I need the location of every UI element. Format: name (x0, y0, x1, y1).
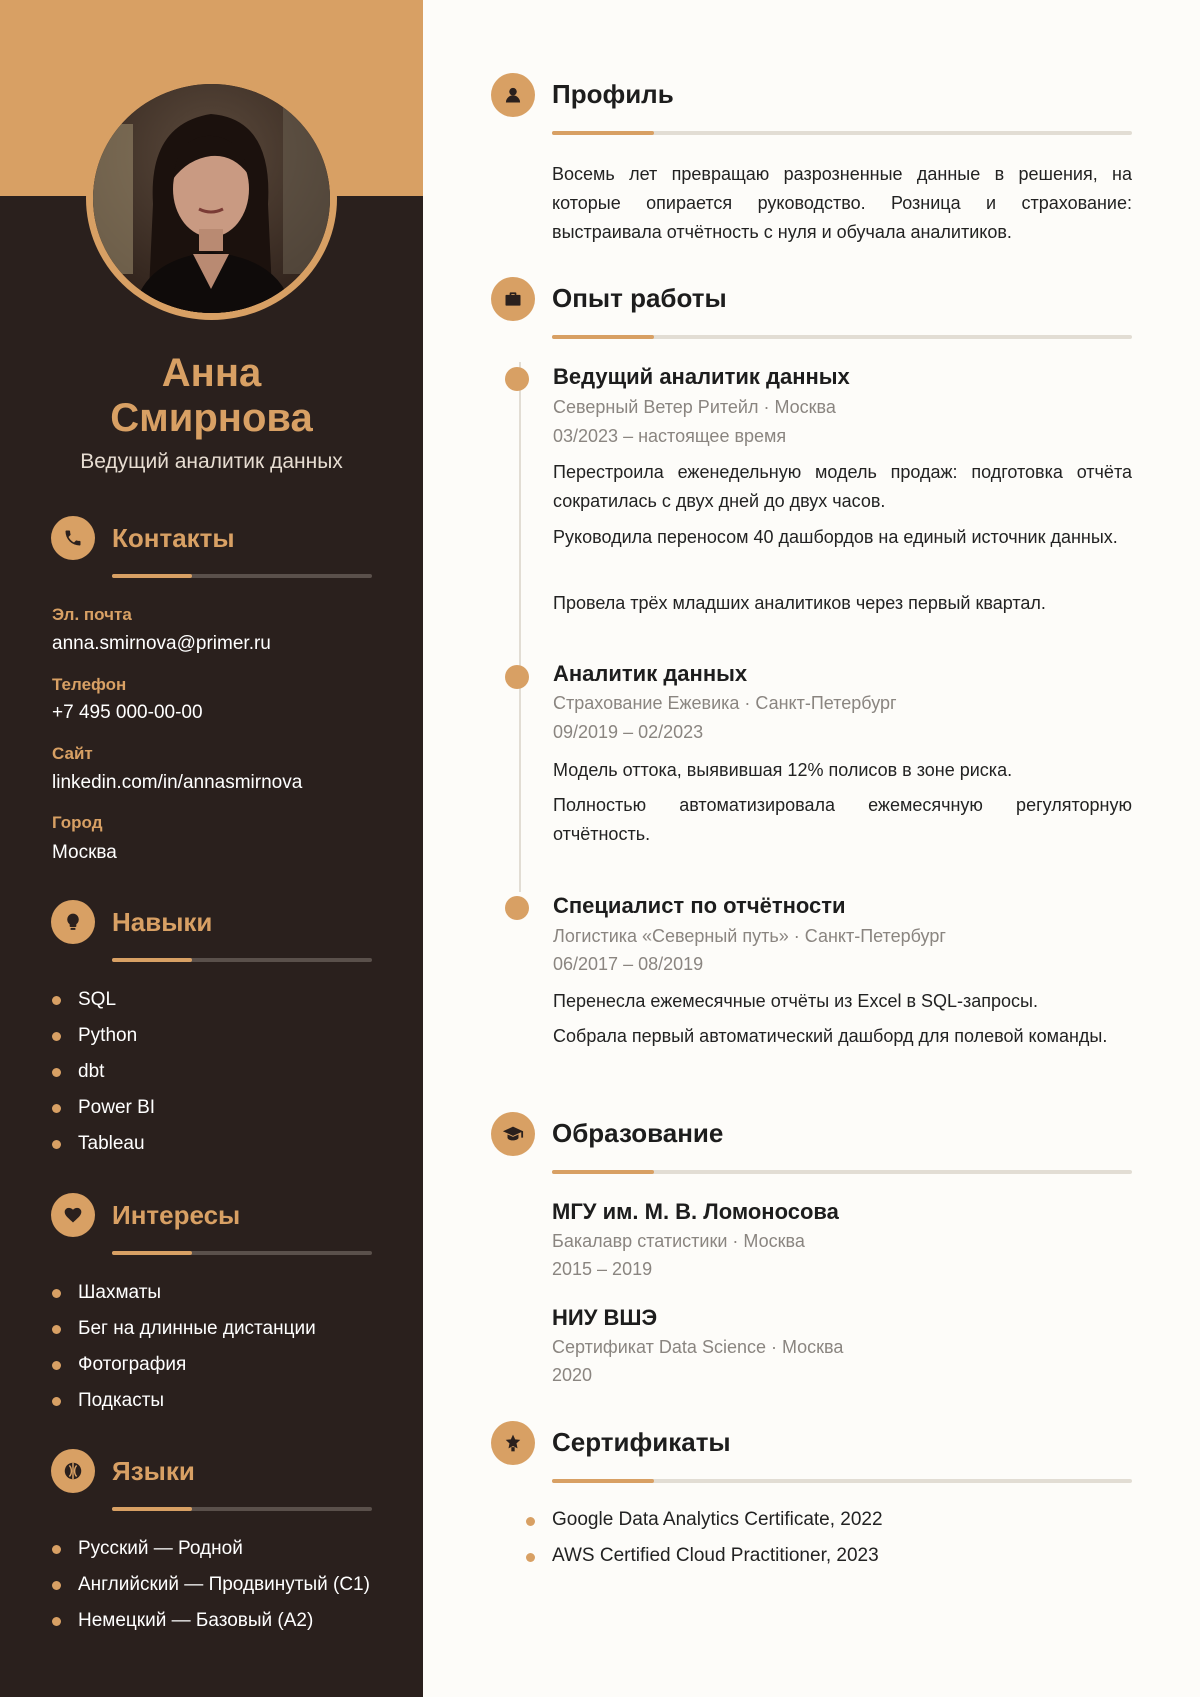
experience-timeline (519, 362, 521, 892)
certificates-heading (491, 1421, 1131, 1467)
certificates-list (526, 1508, 883, 1580)
languages-title: Языки (112, 1456, 195, 1486)
list-item: Tableau (52, 1132, 155, 1168)
timeline-dot (505, 367, 529, 391)
list-item: Шахматы (52, 1281, 316, 1317)
list-item: Английский — Продвинутый (C1) (52, 1573, 370, 1609)
contact-email-value[interactable]: anna.smirnova@primer.ru (52, 633, 271, 654)
job-achievement: Провела трёх младших аналитиков через первый квартал. (553, 593, 1046, 613)
education-institution: МГУ им. М. В. Ломоносова (552, 1199, 839, 1224)
job-achievement: Собрала первый автоматический дашборд для полевой команды. (553, 1026, 1108, 1046)
list-item: Русский — Родной (52, 1537, 370, 1573)
user-icon (491, 73, 535, 117)
list-item: Google Data Analytics Certificate, 2022 (526, 1508, 883, 1544)
interests-list (52, 1281, 316, 1425)
briefcase-icon (491, 277, 535, 321)
person-last-name: Смирнова (110, 396, 313, 440)
interests-divider (112, 1251, 372, 1255)
job-period: 09/2019 – 02/2023 (553, 722, 704, 742)
list-item: Power BI (52, 1096, 155, 1132)
certificates-title: Сертификаты (552, 1427, 731, 1457)
person-first-name: Анна (161, 351, 262, 395)
list-item: Немецкий — Базовый (A2) (52, 1609, 370, 1645)
star-badge-icon (491, 1421, 535, 1465)
education-title: Образование (552, 1118, 724, 1148)
job-achievement: Перенесла ежемесячные отчёты из Excel в SQL-запросы. (553, 991, 1038, 1011)
contacts-divider (112, 574, 372, 578)
list-item: Фотография (52, 1353, 316, 1389)
languages-list (52, 1537, 370, 1645)
job-title: Специалист по отчётности (553, 893, 846, 918)
education-heading (491, 1112, 1131, 1158)
job-achievement: Модель оттока, выявившая 12% полисов в зоне риска. (553, 760, 1013, 780)
certificates-divider (552, 1479, 1132, 1483)
contact-city-label: Город (52, 813, 103, 832)
contacts-heading (51, 516, 381, 562)
person-role: Ведущий аналитик данных (80, 450, 343, 473)
timeline-dot (505, 665, 529, 689)
contact-phone-label: Телефон (52, 675, 127, 694)
contact-email-label: Эл. почта (52, 605, 132, 624)
experience-title: Опыт работы (552, 283, 727, 313)
education-divider (552, 1170, 1132, 1174)
job-company: Логистика «Северный путь» · Санкт-Петербург (553, 926, 946, 946)
list-item: Бег на длинные дистанции (52, 1317, 316, 1353)
list-item: SQL (52, 988, 155, 1024)
education-degree: Сертификат Data Science · Москва (552, 1337, 844, 1357)
job-achievement: Полностью автоматизировала ежемесячную регуляторную отчётность. (553, 795, 1132, 844)
job-achievement: Перестроила еженедельную модель продаж: подготовка отчёта сократилась с двух дней до двух часов. (553, 462, 1132, 511)
profile-summary: Восемь лет превращаю разрозненные данные в решения, на которые опирается руководство. Розница и страхование: выстраивала отчётность с нуля и обучала аналитиков. (552, 164, 1132, 242)
contact-phone-value[interactable]: +7 495 000-00-00 (52, 702, 203, 723)
job-period: 06/2017 – 08/2019 (553, 954, 704, 974)
contact-site-value[interactable]: linkedin.com/in/annasmirnova (52, 772, 303, 793)
skills-list (52, 988, 155, 1168)
contact-site-label: Сайт (52, 744, 93, 763)
skills-divider (112, 958, 372, 962)
education-years: 2020 (552, 1365, 593, 1385)
heart-icon (51, 1193, 95, 1237)
languages-divider (112, 1507, 372, 1511)
contact-city-value: Москва (52, 842, 117, 863)
list-item: AWS Certified Cloud Practitioner, 2023 (526, 1544, 883, 1580)
list-item: dbt (52, 1060, 155, 1096)
graduation-cap-icon (491, 1112, 535, 1156)
globe-icon (51, 1449, 95, 1493)
sidebar (0, 0, 423, 1697)
experience-divider (552, 335, 1132, 339)
education-institution: НИУ ВШЭ (552, 1305, 658, 1330)
job-title: Аналитик данных (553, 661, 748, 686)
education-degree: Бакалавр статистики · Москва (552, 1231, 805, 1251)
contacts-title: Контакты (112, 523, 235, 553)
job-achievement: Руководила переносом 40 дашбордов на единый источник данных. (553, 527, 1118, 547)
experience-heading (491, 277, 1131, 323)
languages-heading (51, 1449, 381, 1495)
interests-heading (51, 1193, 381, 1239)
list-item: Подкасты (52, 1389, 316, 1425)
job-period: 03/2023 – настоящее время (553, 426, 787, 446)
job-company: Северный Ветер Ритейл · Москва (553, 397, 836, 417)
skills-heading (51, 900, 381, 946)
phone-icon (51, 516, 95, 560)
interests-title: Интересы (112, 1200, 241, 1230)
profile-title: Профиль (552, 79, 674, 109)
list-item: Python (52, 1024, 155, 1060)
profile-divider (552, 131, 1132, 135)
education-years: 2015 – 2019 (552, 1259, 653, 1279)
job-company: Страхование Ежевика · Санкт-Петербург (553, 693, 897, 713)
timeline-dot (505, 896, 529, 920)
job-title: Ведущий аналитик данных (553, 364, 850, 389)
profile-photo-frame (86, 77, 337, 320)
profile-photo (93, 84, 330, 313)
skills-title: Навыки (112, 907, 213, 937)
profile-heading (491, 73, 1131, 119)
lightbulb-icon (51, 900, 95, 944)
